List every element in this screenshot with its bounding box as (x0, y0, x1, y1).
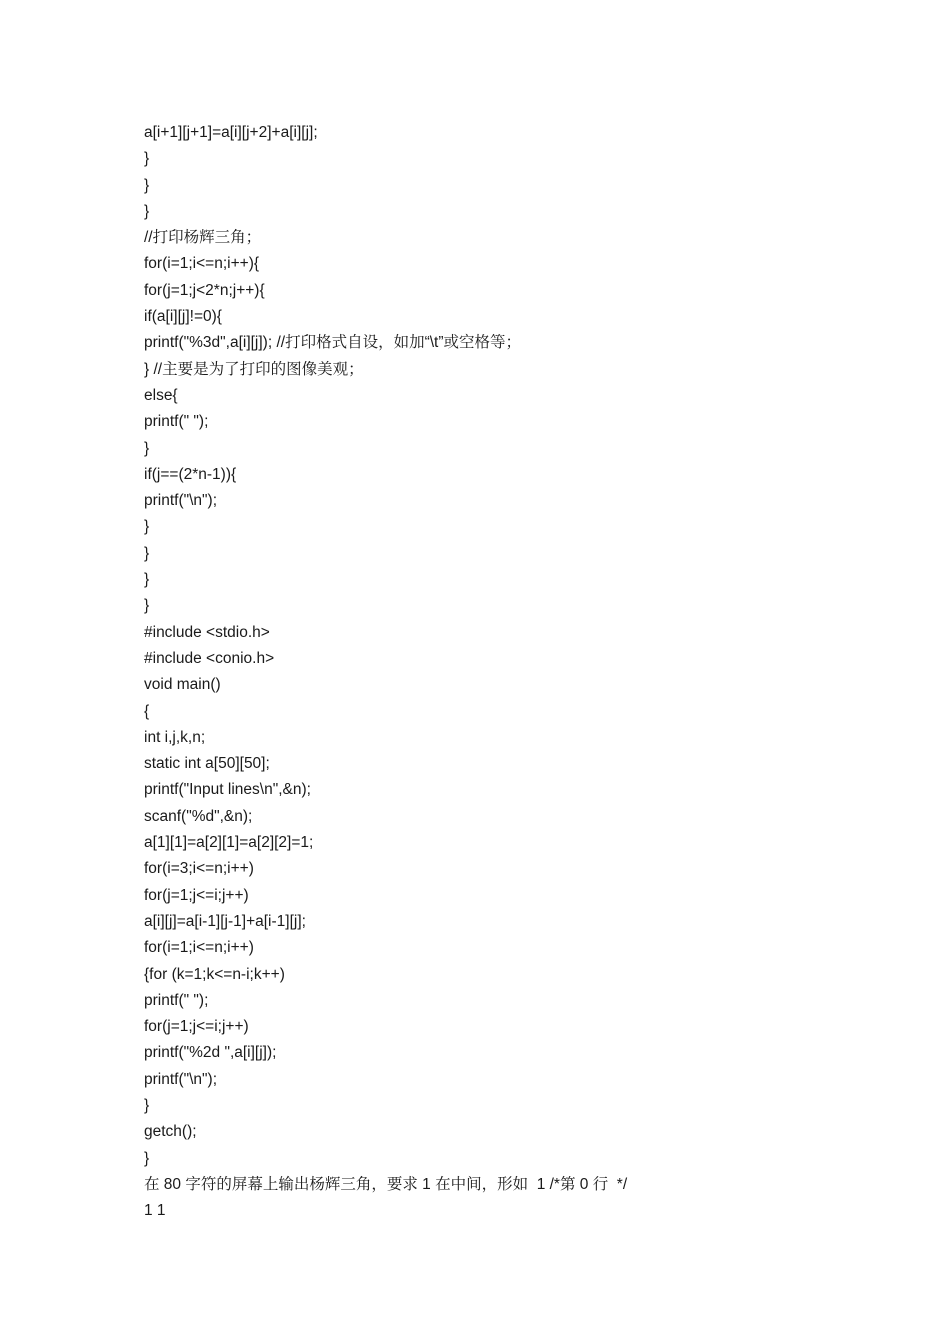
text-line: void main() (144, 676, 221, 694)
text-line: printf("Input lines\n",&n); (144, 781, 311, 799)
text-line: static int a[50][50]; (144, 755, 270, 773)
text-line: printf(" "); (144, 413, 209, 431)
text-line: { (144, 702, 150, 720)
text-line: } (144, 176, 150, 194)
text-line: if(j==(2*n-1)){ (144, 465, 237, 483)
text-line: printf(" "); (144, 991, 209, 1009)
text-line: } (144, 544, 150, 562)
text-line: a[1][1]=a[2][1]=a[2][2]=1; (144, 834, 314, 852)
text-line: } (144, 571, 150, 589)
text-line: int i,j,k,n; (144, 728, 206, 746)
text-line: getch(); (144, 1123, 197, 1141)
text-line: {for (k=1;k<=n-i;k++) (144, 965, 285, 983)
text-line: scanf("%d",&n); (144, 807, 253, 825)
text-line: printf("%2d ",a[i][j]); (144, 1044, 277, 1062)
text-line: a[i+1][j+1]=a[i][j+2]+a[i][j]; (144, 124, 318, 141)
text-line: for(i=1;i<=n;i++){ (144, 255, 260, 273)
text-line: printf("\n"); (144, 1070, 218, 1088)
text-line: for(i=3;i<=n;i++) (144, 860, 254, 878)
text-line: else{ (144, 386, 178, 404)
text-line: } (144, 518, 150, 536)
document-body (144, 120, 627, 1224)
paragraph-line: 在 80 字符的屏幕上输出杨辉三角，要求 1 在中间，形如 1 /*第 0 行 */ (144, 1175, 628, 1193)
text-line: printf("%3d",a[i][j]); //打印格式自设，如加“\t”或空格等； (144, 334, 522, 352)
text-line: } (144, 202, 150, 220)
text-line: } //主要是为了打印的图像美观； (144, 360, 364, 378)
text-line: if(a[i][j]!=0){ (144, 308, 222, 326)
text-line: } (144, 150, 150, 168)
text-line: 1 1 (144, 1202, 166, 1220)
comment-line: //打印杨辉三角； (144, 229, 262, 247)
text-line: printf("\n"); (144, 492, 218, 510)
text-line: for(j=1;j<=i;j++) (144, 1018, 249, 1036)
text-line: for(j=1;j<=i;j++) (144, 886, 249, 904)
text-line: } (144, 597, 150, 615)
text-line: } (144, 1096, 150, 1114)
text-line: for(j=1;j<2*n;j++){ (144, 281, 265, 299)
text-line: for(i=1;i<=n;i++) (144, 939, 254, 957)
text-line: } (144, 1149, 150, 1167)
text-line: #include <stdio.h> (144, 623, 270, 641)
text-line: #include <conio.h> (144, 649, 275, 667)
text-line: } (144, 439, 150, 457)
text-line: a[i][j]=a[i-1][j-1]+a[i-1][j]; (144, 912, 306, 930)
